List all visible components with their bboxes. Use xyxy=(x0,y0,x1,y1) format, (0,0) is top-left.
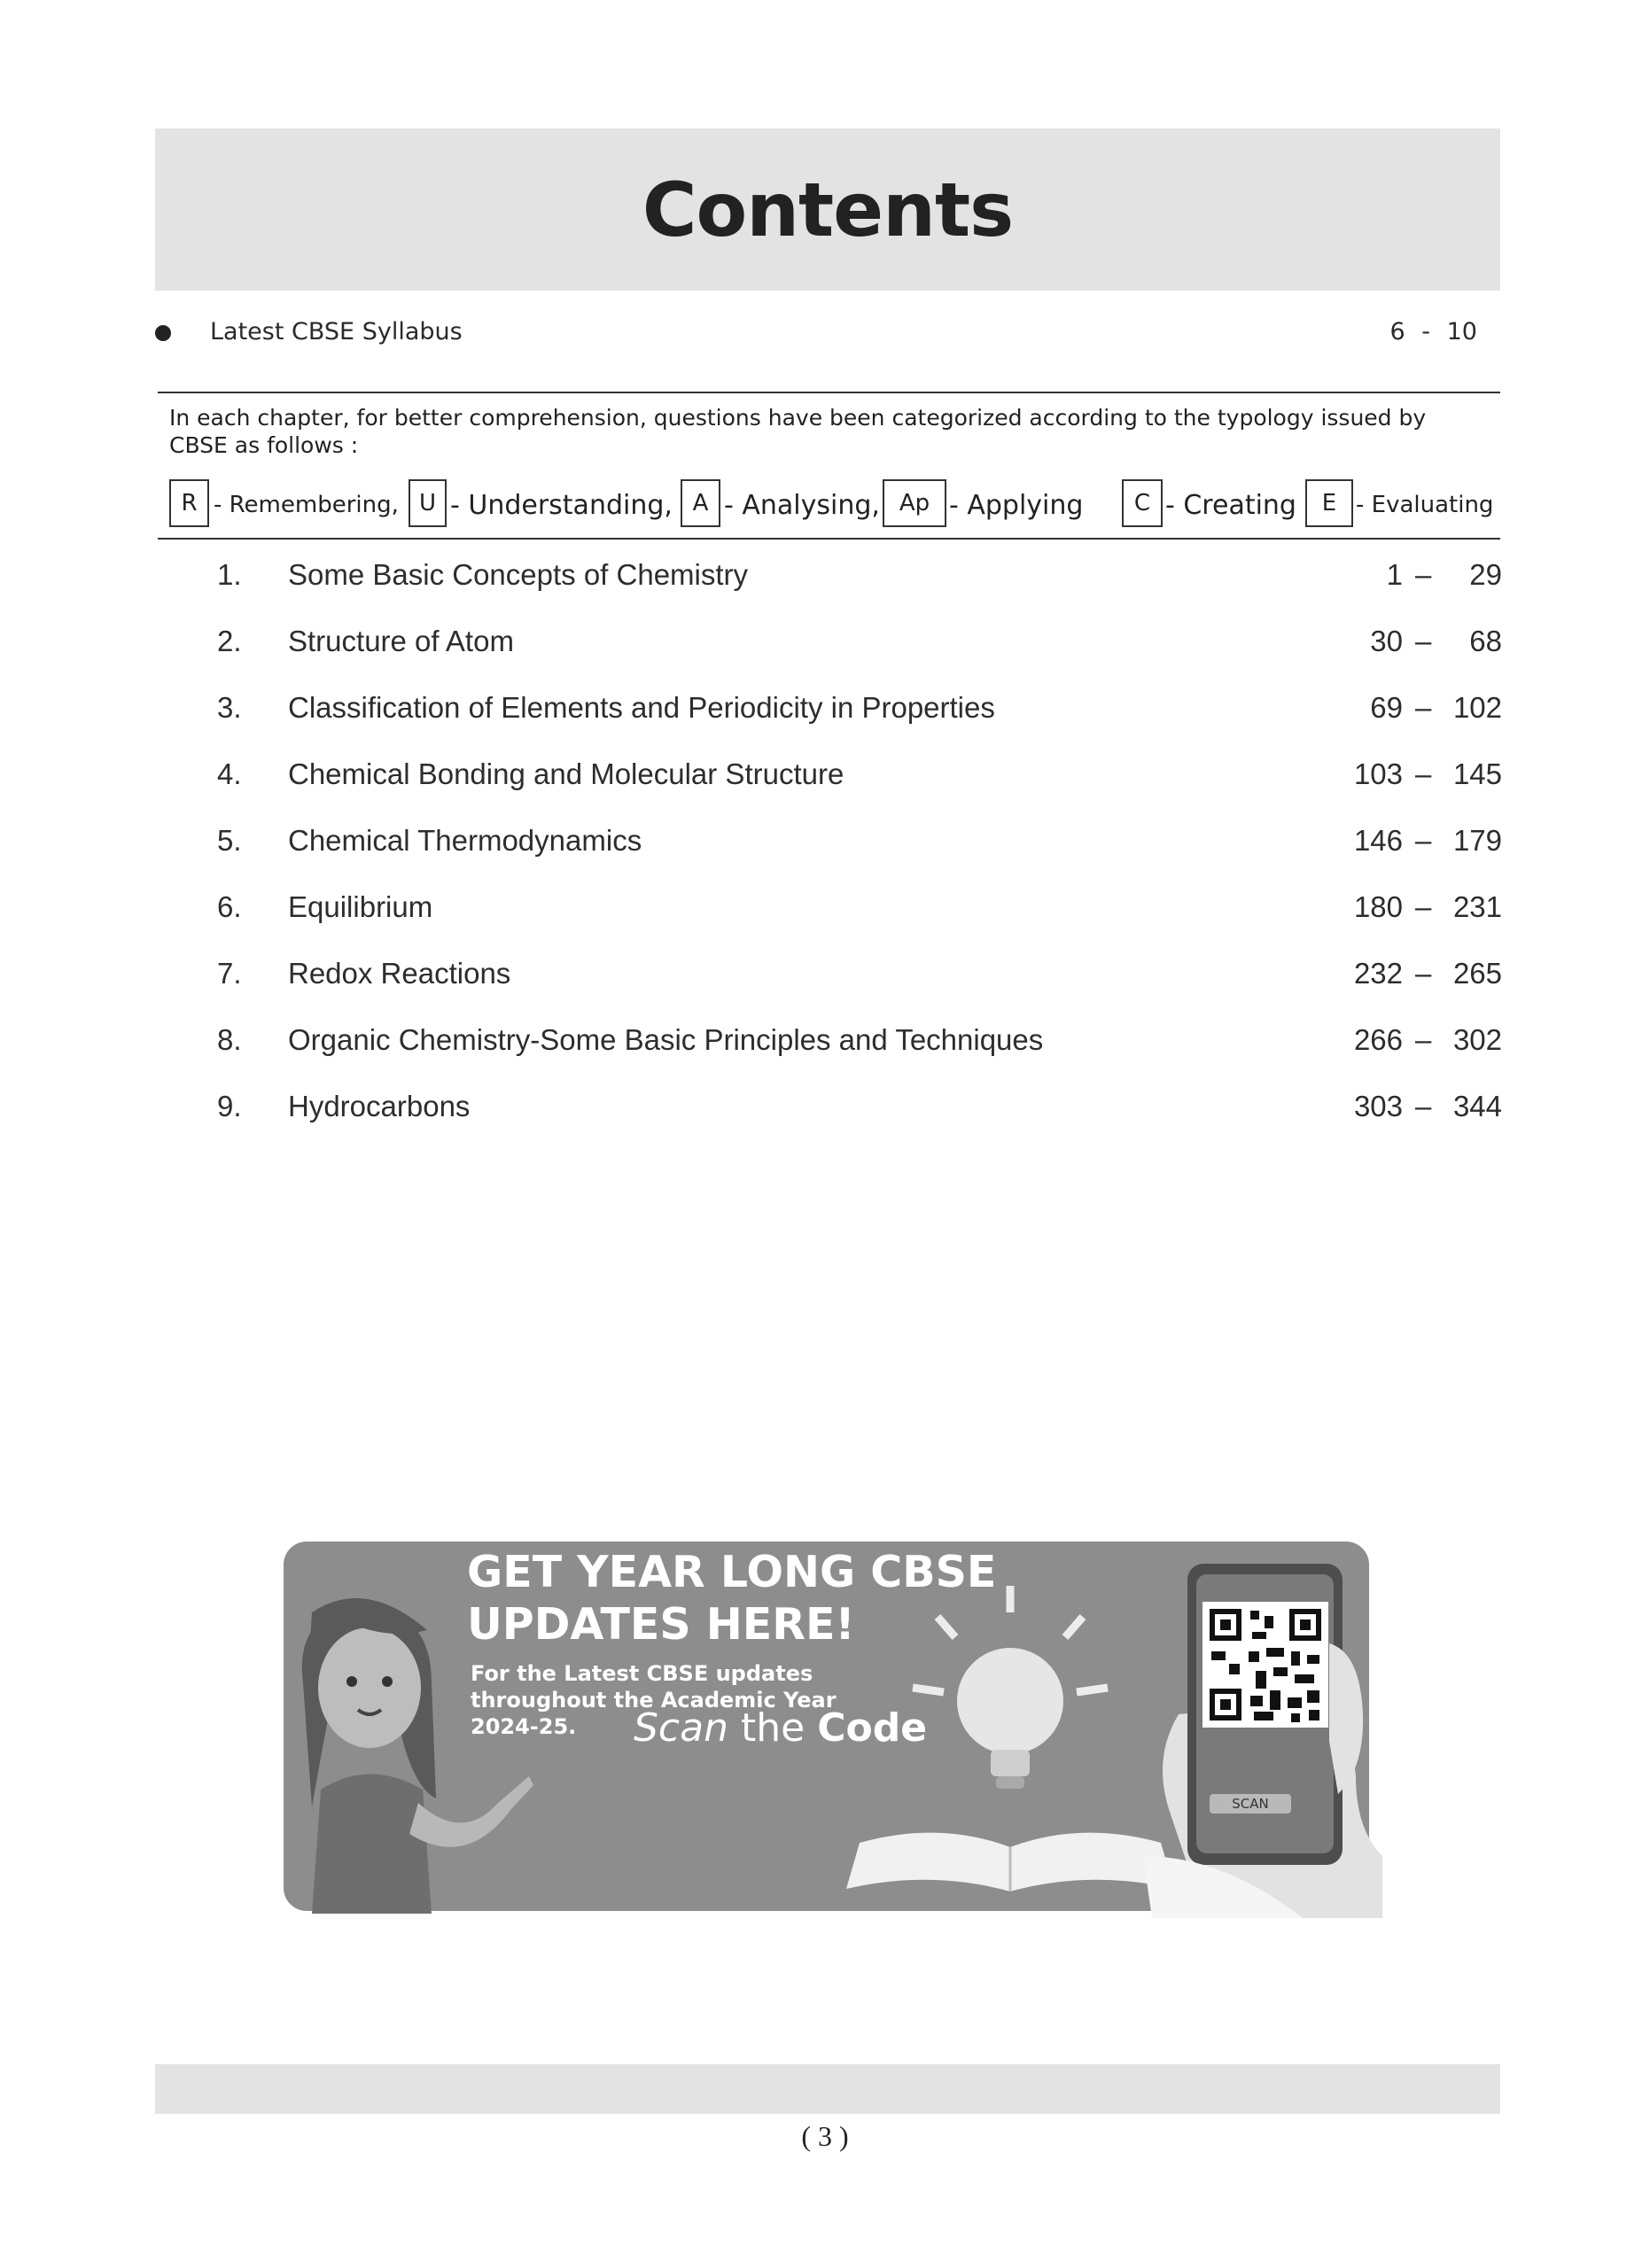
legend-label-u: - Understanding, xyxy=(450,490,673,521)
toc-dash: – xyxy=(1415,558,1432,591)
toc-page-to: 179 xyxy=(1452,824,1502,857)
toc-item[interactable] xyxy=(155,749,1502,802)
banner-sub-line-1: For the Latest CBSE updates xyxy=(471,1661,813,1686)
toc-page-to: 265 xyxy=(1452,957,1502,990)
toc-dash: – xyxy=(1415,1023,1432,1056)
toc-number: 1. xyxy=(217,558,242,591)
toc-item[interactable] xyxy=(155,948,1502,1001)
scan-word-2: the xyxy=(740,1705,806,1751)
footer-band xyxy=(155,2064,1500,2114)
toc-dash: – xyxy=(1415,1090,1432,1122)
toc-item[interactable] xyxy=(155,1081,1502,1134)
toc-title: Chemical Thermodynamics xyxy=(288,824,642,857)
page-number: ( 3 ) xyxy=(801,2120,849,2152)
page-title: Contents xyxy=(642,166,1014,253)
legend-label-e: - Evaluating xyxy=(1356,492,1494,518)
toc-dash: – xyxy=(1415,890,1432,923)
syllabus-pages: 6 - 10 xyxy=(1389,318,1477,346)
toc-title: Chemical Bonding and Molecular Structure xyxy=(288,757,844,790)
toc-item[interactable] xyxy=(155,549,1502,602)
toc-title: Some Basic Concepts of Chemistry xyxy=(288,558,749,591)
toc-item[interactable] xyxy=(155,616,1502,669)
bullet-icon xyxy=(155,325,171,341)
toc-dash: – xyxy=(1415,824,1432,857)
legend-label-ap: - Applying xyxy=(949,490,1084,521)
legend-label-r: - Remembering, xyxy=(214,492,399,518)
divider-bottom xyxy=(158,538,1500,540)
toc-page-to: 68 xyxy=(1469,625,1502,657)
divider-top xyxy=(158,392,1500,393)
toc-number: 7. xyxy=(217,957,242,990)
toc-page-from: 180 xyxy=(1353,890,1403,923)
toc-page-from: 146 xyxy=(1353,824,1403,857)
toc-number: 8. xyxy=(217,1023,242,1056)
toc-title: Redox Reactions xyxy=(288,957,511,990)
typology-legend xyxy=(169,479,1500,531)
toc-page-to: 145 xyxy=(1452,757,1502,790)
toc-page-to: 231 xyxy=(1452,890,1502,923)
legend-label-c: - Creating xyxy=(1165,490,1296,521)
toc-dash: – xyxy=(1415,691,1432,724)
toc-title: Organic Chemistry-Some Basic Principles and Techniques xyxy=(288,1023,1044,1056)
banner-headline-line-2: UPDATES HERE! xyxy=(467,1599,855,1650)
toc-title: Equilibrium xyxy=(288,890,433,923)
syllabus-row[interactable] xyxy=(155,315,1493,353)
toc-item[interactable] xyxy=(155,882,1502,935)
toc-number: 3. xyxy=(217,691,242,724)
toc-item[interactable] xyxy=(155,682,1502,735)
scan-button[interactable]: SCAN xyxy=(1210,1794,1291,1814)
toc-title: Classification of Elements and Periodicity in Properties xyxy=(288,691,995,724)
syllabus-label: Latest CBSE Syllabus xyxy=(210,318,463,346)
toc-page-from: 266 xyxy=(1353,1023,1403,1056)
toc-dash: – xyxy=(1415,625,1432,657)
banner-sub-line-3: 2024-25. xyxy=(471,1714,577,1739)
cbse-updates-banner[interactable] xyxy=(284,1542,1369,1911)
title-band xyxy=(155,128,1500,291)
legend-code-r: R xyxy=(169,479,209,527)
toc-title: Hydrocarbons xyxy=(288,1090,471,1122)
toc-page-from: 30 xyxy=(1370,625,1403,657)
legend-code-ap: Ap xyxy=(883,479,946,527)
toc-page-to: 29 xyxy=(1469,558,1502,591)
lightbulb-icon xyxy=(904,1577,1117,1816)
toc-dash: – xyxy=(1415,957,1432,990)
legend-code-u: U xyxy=(409,479,447,527)
qr-code-icon xyxy=(1202,1602,1328,1728)
toc-number: 4. xyxy=(217,757,242,790)
toc-page-to: 344 xyxy=(1452,1090,1502,1122)
toc-item[interactable] xyxy=(155,815,1502,868)
toc-page-to: 102 xyxy=(1452,691,1502,724)
scan-word-1: Scan xyxy=(634,1705,728,1751)
toc-page-from: 232 xyxy=(1353,957,1403,990)
toc-page-to: 302 xyxy=(1452,1023,1502,1056)
toc-page-from: 303 xyxy=(1353,1090,1403,1122)
scan-the-code xyxy=(634,1705,927,1751)
toc-title: Structure of Atom xyxy=(288,625,514,657)
toc-item[interactable] xyxy=(155,1014,1502,1068)
scan-word-3: Code xyxy=(817,1705,928,1751)
toc-dash: – xyxy=(1415,757,1432,790)
banner-sub-line-2: throughout the Academic Year xyxy=(471,1688,837,1713)
toc-page-from: 69 xyxy=(1370,691,1403,724)
banner-headline-line-1: GET YEAR LONG CBSE xyxy=(467,1547,997,1597)
toc-number: 9. xyxy=(217,1090,242,1122)
toc-page-from: 103 xyxy=(1353,757,1403,790)
toc-number: 2. xyxy=(217,625,242,657)
toc-number: 6. xyxy=(217,890,242,923)
intro-text: In each chapter, for better comprehension, questions have been categorized according to the typology issued by CBSE as follows : xyxy=(169,405,1427,458)
legend-code-e: E xyxy=(1305,479,1353,527)
legend-code-c: C xyxy=(1122,479,1163,527)
toc-number: 5. xyxy=(217,824,242,857)
toc-page-from: 1 xyxy=(1386,558,1403,591)
legend-code-a: A xyxy=(681,479,720,527)
legend-label-a: - Analysing, xyxy=(724,490,880,521)
